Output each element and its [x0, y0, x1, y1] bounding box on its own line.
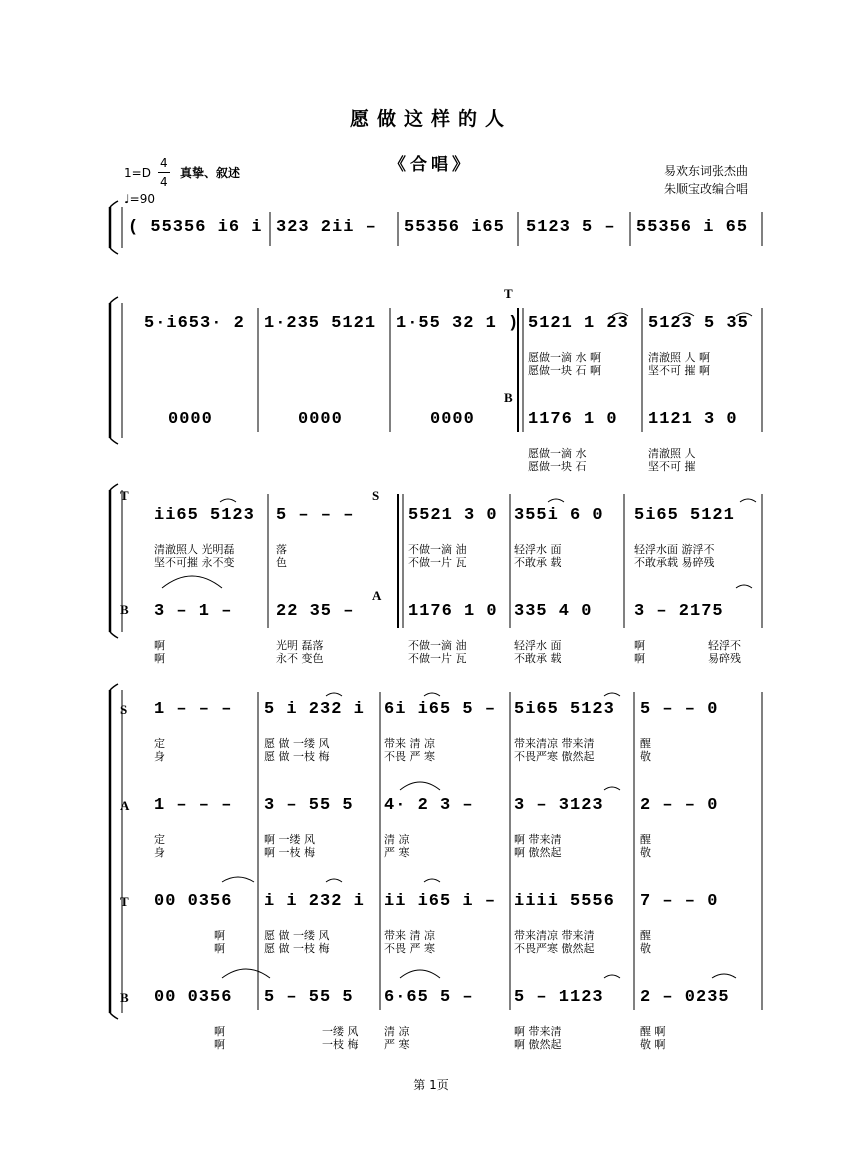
sys3-label-tenor: T [120, 488, 129, 503]
sys3-top-measure-4: 355i 6 0 [514, 506, 604, 525]
sys2-bottom-measure-2: 0000 [298, 410, 343, 429]
sys4-t-measure-5: 7 – – 0 [640, 892, 719, 911]
sys2-top-lyric-5a: 清澈照 人 啊 [648, 351, 710, 364]
sys4-t-lyric-1b: 啊 [214, 942, 225, 955]
sys4-b-measure-2: 5 – 55 5 [264, 988, 354, 1007]
sys4-a-lyric-2a: 啊 一缕 风 [264, 833, 315, 846]
sys2-bottom-lyric-5b: 坚不可 摧 [648, 460, 696, 473]
sys4-s-measure-4: 5i65 5123 [514, 700, 615, 719]
sys3-bottom-lyric-5a: 啊 [634, 639, 645, 652]
sys4-b-measure-1: 00 0356 [154, 988, 233, 1007]
sys4-s-lyric-1a: 定 [154, 737, 165, 750]
page-title: 愿做这样的人 [349, 108, 512, 130]
sys1-measure-2: 323 2ii – [276, 218, 377, 237]
sys4-b-lyric-1b: 啊 [214, 1038, 225, 1051]
sys4-t-lyric-4b: 不畏严寒 傲然起 [514, 942, 595, 955]
sys2-top-measure-1: 5·i653· 2 [144, 314, 245, 333]
sys2-bottom-measure-4: 1176 1 0 [528, 410, 618, 429]
sys2-bottom-measure-5: 1121 3 0 [648, 410, 738, 429]
sys3-label-alto: A [372, 588, 382, 603]
sys3-bottom-measure-3: 1176 1 0 [408, 602, 498, 621]
credit-lyricist-composer: 易欢东词张杰曲 [664, 164, 749, 178]
sys3-label-bass: B [120, 602, 129, 617]
sys4-a-lyric-1a: 定 [154, 833, 165, 846]
sys4-a-measure-4: 3 – 3123 [514, 796, 604, 815]
sys2-top-lyric-5b: 坚不可 摧 啊 [648, 364, 710, 377]
sys4-s-lyric-2b: 愿 做 一枝 梅 [264, 750, 330, 763]
sys2-top-lyric-4b: 愿做一块 石 啊 [528, 364, 601, 377]
sys4-b-lyric-3b: 严 寒 [384, 1038, 410, 1051]
sys3-top-lyric-5b: 不敢承载 易碎残 [634, 556, 715, 569]
sys3-bottom-lyric-5b: 啊 [634, 652, 645, 665]
sys4-label-b: B [120, 990, 129, 1005]
sys4-t-measure-3: ii i65 i – [384, 892, 497, 911]
sys4-b-lyric-2b: 一枝 梅 [322, 1038, 359, 1051]
sys2-top-measure-5: 5123 5 35 [648, 314, 749, 333]
sys3-top-lyric-2a: 落 [276, 543, 287, 556]
sys4-b-measure-5: 2 – 0235 [640, 988, 730, 1007]
sys4-t-measure-1: 00 0356 [154, 892, 233, 911]
sys3-top-lyric-4a: 轻浮水 面 [514, 543, 562, 556]
sys4-s-lyric-3a: 带来 清 凉 [384, 737, 435, 750]
sys3-top-lyric-1a: 清澈照人 光明磊 [154, 543, 235, 556]
sys3-bottom-lyric-4a: 轻浮水 面 [514, 639, 562, 652]
sys3-bottom-measure-4: 335 4 0 [514, 602, 593, 621]
sys4-s-lyric-4a: 带来清凉 带来清 [514, 737, 595, 750]
sys3-bottom-lyric-3b: 不做一片 瓦 [408, 652, 467, 665]
sys4-b-lyric-5a: 醒 啊 [640, 1025, 666, 1038]
sys4-label-t: T [120, 894, 129, 909]
sys3-bottom-lyric-3a: 不做一滴 油 [408, 639, 467, 652]
sys2-bottom-measure-3: 0000 [430, 410, 475, 429]
expression-mark: 真挚、叙述 [180, 166, 241, 180]
sys3-top-lyric-1b: 坚不可摧 永不变 [154, 556, 235, 569]
tempo-mark: ♩=90 [124, 192, 155, 206]
sys4-t-measure-4: iiii 5556 [514, 892, 615, 911]
sys3-bottom-measure-2: 22 35 – [276, 602, 355, 621]
sys4-s-lyric-3b: 不畏 严 寒 [384, 750, 435, 763]
sys3-bottom-lyric-2b: 永不 变色 [276, 652, 324, 665]
sys4-a-lyric-2b: 啊 一枝 梅 [264, 846, 315, 859]
sys3-top-measure-1: ii65 5123 [154, 506, 255, 525]
sys2-label-bass: B [504, 390, 513, 405]
sys4-a-lyric-5a: 醒 [640, 833, 651, 846]
sys4-b-measure-3: 6·65 5 – [384, 988, 474, 1007]
sys2-bottom-lyric-5a: 清澈照 人 [648, 447, 696, 460]
sys3-bottom-lyric-6a: 轻浮不 [708, 639, 741, 652]
sys2-top-measure-3: 1·55 32 1 ) [396, 314, 520, 333]
time-signature-bottom: 4 [160, 175, 168, 189]
sys2-bottom-measure-1: 0000 [168, 410, 213, 429]
sys4-b-lyric-4a: 啊 带来清 [514, 1025, 562, 1038]
sys1-measure-4: 5123 5 – [526, 218, 616, 237]
sys4-t-measure-2: i i 232 i [264, 892, 365, 911]
sys3-top-lyric-3b: 不做一片 瓦 [408, 556, 467, 569]
sys3-bottom-lyric-1a: 啊 [154, 639, 165, 652]
sys4-b-lyric-5b: 敬 啊 [640, 1038, 666, 1051]
sys4-a-measure-2: 3 – 55 5 [264, 796, 354, 815]
sys4-s-measure-5: 5 – – 0 [640, 700, 719, 719]
sys2-top-lyric-4a: 愿做一滴 水 啊 [528, 351, 601, 364]
sys2-top-measure-2: 1·235 5121 [264, 314, 377, 333]
sys3-top-lyric-2b: 色 [276, 556, 287, 569]
sys2-label-tenor: T [504, 286, 513, 301]
sys4-b-lyric-4b: 啊 傲然起 [514, 1038, 562, 1051]
sys4-label-a: A [120, 798, 130, 813]
sys1-measure-3: 55356 i65 [404, 218, 505, 237]
sys4-t-lyric-2a: 愿 做 一缕 风 [264, 929, 330, 942]
sys4-a-lyric-4b: 啊 傲然起 [514, 846, 562, 859]
sys3-top-lyric-5a: 轻浮水面 游浮不 [634, 543, 715, 556]
sys4-s-measure-2: 5 i 232 i [264, 700, 365, 719]
sys1-measure-5: 55356 i 65 [636, 218, 749, 237]
sys4-t-lyric-3a: 带来 清 凉 [384, 929, 435, 942]
credit-arranger: 朱顺宝改编合唱 [664, 182, 749, 196]
sys4-t-lyric-5a: 醒 [640, 929, 651, 942]
sys3-top-measure-5: 5i65 5121 [634, 506, 735, 525]
sys4-a-lyric-1b: 身 [154, 846, 165, 859]
sys3-bottom-measure-1: 3 – 1 – [154, 602, 233, 621]
sys3-top-measure-2: 5 – – – [276, 506, 355, 525]
sys3-bottom-lyric-2a: 光明 磊落 [276, 639, 324, 652]
sys4-s-lyric-2a: 愿 做 一缕 风 [264, 737, 330, 750]
sys4-s-measure-1: 1 – – – [154, 700, 233, 719]
sys2-bottom-lyric-4b: 愿做一块 石 [528, 460, 587, 473]
sys3-bottom-measure-5: 3 – 2175 [634, 602, 724, 621]
page-subtitle: 《合唱》 [389, 155, 473, 175]
sys4-a-lyric-4a: 啊 带来清 [514, 833, 562, 846]
sys3-label-soprano: S [372, 488, 380, 503]
sys3-bottom-lyric-1b: 啊 [154, 652, 165, 665]
time-signature-rule [158, 172, 170, 173]
sys2-top-measure-4: 5121 1 23 [528, 314, 629, 333]
sys4-b-lyric-3a: 清 凉 [384, 1025, 410, 1038]
sys2-bottom-lyric-4a: 愿做一滴 水 [528, 447, 587, 460]
sys4-a-lyric-3a: 清 凉 [384, 833, 410, 846]
sys3-bottom-lyric-6b: 易碎残 [708, 652, 741, 665]
sys4-a-measure-3: 4· 2 3 – [384, 796, 474, 815]
sys4-b-measure-4: 5 – 1123 [514, 988, 604, 1007]
sys4-t-lyric-1a: 啊 [214, 929, 225, 942]
sys4-a-lyric-5b: 敬 [640, 846, 651, 859]
sys4-s-lyric-4b: 不畏严寒 傲然起 [514, 750, 595, 763]
sys4-b-lyric-1a: 啊 [214, 1025, 225, 1038]
sys3-top-lyric-3a: 不做一滴 油 [408, 543, 467, 556]
sys3-bottom-lyric-4b: 不敢承 载 [514, 652, 562, 665]
sys4-s-lyric-1b: 身 [154, 750, 165, 763]
sys1-measure-1: ( 55356 i6 i [128, 218, 263, 237]
sys4-label-s: S [120, 702, 128, 717]
sys4-s-lyric-5b: 敬 [640, 750, 651, 763]
sys4-s-lyric-5a: 醒 [640, 737, 651, 750]
sys4-t-lyric-5b: 敬 [640, 942, 651, 955]
sys4-a-measure-5: 2 – – 0 [640, 796, 719, 815]
page-number: 第 1页 [413, 1078, 449, 1092]
sys4-a-lyric-3b: 严 寒 [384, 846, 410, 859]
time-signature-top: 4 [160, 156, 168, 170]
sys4-t-lyric-3b: 不畏 严 寒 [384, 942, 435, 955]
sys4-t-lyric-4a: 带来清凉 带来清 [514, 929, 595, 942]
key-signature: 1=D [124, 166, 151, 180]
sys3-top-measure-3: 5521 3 0 [408, 506, 498, 525]
sys4-a-measure-1: 1 – – – [154, 796, 233, 815]
sys4-t-lyric-2b: 愿 做 一枝 梅 [264, 942, 330, 955]
sys3-top-lyric-4b: 不敢承 载 [514, 556, 562, 569]
sys4-b-lyric-2a: 一缕 风 [322, 1025, 359, 1038]
sys4-s-measure-3: 6i i65 5 – [384, 700, 497, 719]
